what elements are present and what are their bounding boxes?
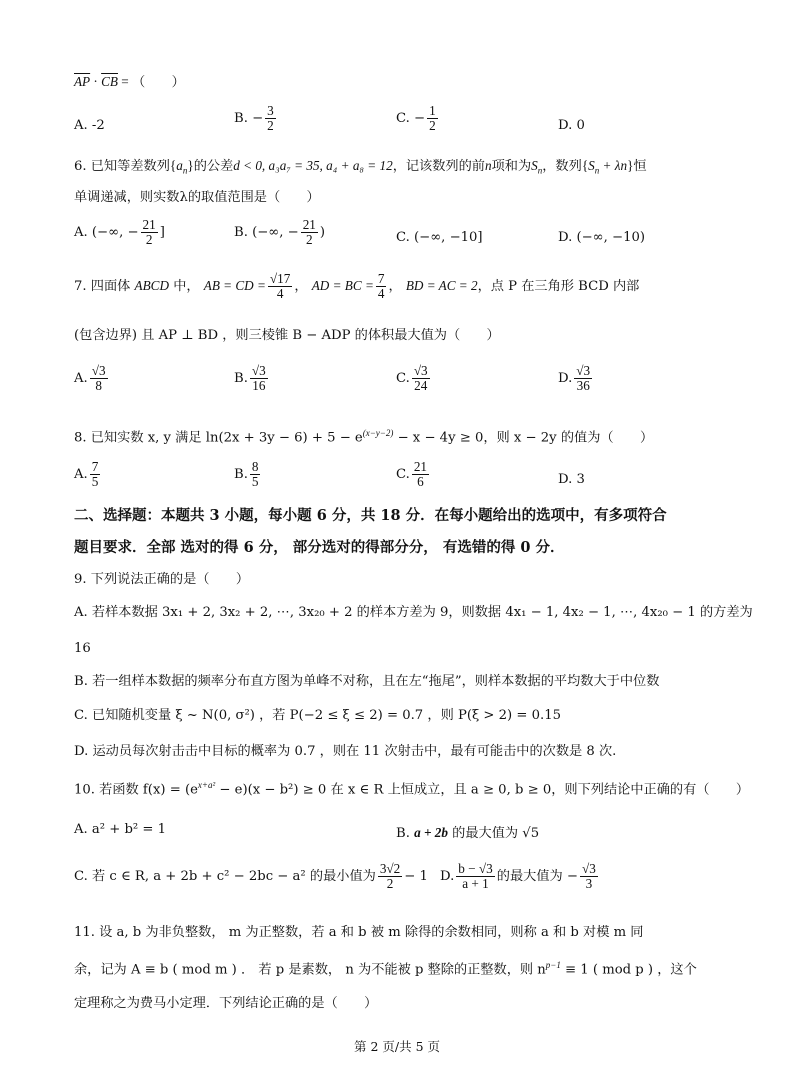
q5-stem-tail: $\overline{AP} \cdot \overline{CB}$ = （ ）	[74, 74, 185, 90]
q7-stem-line1: 7. 四面体 ABCD 中， AB = CD = $\frac{√17}{4}$ ， AD = BC = $\frac{7}{4}$ ， BD = AC = 2，点 P 在三角形 BCD 内部	[74, 271, 640, 301]
q6-option-c: C. (−∞, −10]	[396, 230, 483, 245]
q6-option-a: A. (−∞, − $\frac{21}{2}$ ]	[74, 217, 165, 247]
q7-stem-line2: (包含边界) 且 AP ⊥ BD ，则三棱锥 B − ADP 的体积最大值为（ ）	[74, 328, 500, 343]
q10-option-b: B. a + 2b 的最大值为 √5	[396, 825, 540, 841]
q6-stem-line1: 6. 已知等差数列$\{a_n\}$的公差d < 0, a₃a₇ = 35, a₄ + a₈ = 12，记该数列的前n项和为$S_n$，数列$\{S_n + \lambda n\}$恒	[74, 158, 647, 176]
q10-option-d: D. $\frac{b - √3}{a + 1}$ 的最大值为 − $\frac{√3}{3}$	[440, 861, 596, 891]
q8-stem: 8. 已知实数 x, y 满足 $\ln(2x + 3y - 6) + 5 - e^{(x-y-2)} - x - 4y \ge 0$，则 x − 2y 的值为（ ）	[74, 428, 654, 446]
q8-option-c: C. $\frac{21}{6}$	[396, 459, 427, 489]
q6-stem-line2: 单调递减，则实数λ的取值范围是（ ）	[74, 190, 320, 205]
q6-option-b: B. (−∞, − $\frac{21}{2}$ )	[234, 217, 326, 247]
q8-option-b: B. $\frac{8}{5}$	[234, 459, 259, 489]
q9-option-a-cont: 16	[74, 641, 91, 656]
q5-option-c: C. − $\frac{1}{2}$	[396, 103, 436, 133]
q8-option-a: A. $\frac{7}{5}$	[74, 459, 99, 489]
q7-option-d: D. $\frac{√3}{36}$	[558, 363, 591, 393]
q11-stem-line2: 余，记为 A ≡ b ( mod m ) ． 若 p 是素数， n 为不能被 p 整除的正整数，则 $n^{p-1} \equiv 1$ ( mod p ) ，这个	[74, 960, 697, 978]
q11-stem-line3: 定理称之为费马小定理．下列结论正确的是（ ）	[74, 996, 378, 1011]
q7-option-c: C. $\frac{√3}{24}$	[396, 363, 428, 393]
q9-option-d: D. 运动员每次射击击中目标的概率为 0.7 ，则在 11 次射击中，最有可能击中的次数是 8 次.	[74, 744, 617, 759]
q5-option-a: A. -2	[74, 118, 105, 133]
section2-heading-line2: 题目要求．全部 选对的得 6 分， 部分选对的得部分分， 有选错的得 0 分．	[74, 539, 565, 556]
q7-option-a: A. $\frac{√3}{8}$	[74, 363, 106, 393]
q10-option-a: A. a² + b² = 1	[74, 822, 167, 837]
q6-option-d: D. (−∞, −10)	[558, 230, 646, 245]
section2-heading-line1: 二、选择题：本题共 3 小题，每小题 6 分，共 18 分．在每小题给出的选项中，有多项符合	[74, 507, 667, 524]
q5-option-b: B. − $\frac{3}{2}$	[234, 103, 274, 133]
page-footer: 第 2 页/共 5 页	[353, 1039, 440, 1054]
q10-stem: 10. 若函数 $f(x) = (e^{x+a^2} - e)(x - b^2) \ge 0$ 在 x ∈ R 上恒成立，且 a ≥ 0, b ≥ 0，则下列结论中正确的有（ ）	[74, 780, 750, 798]
q9-option-a: A. 若样本数据 3x₁ + 2, 3x₂ + 2, ⋯, 3x₂₀ + 2 的样本方差为 9，则数据 4x₁ − 1, 4x₂ − 1, ⋯, 4x₂₀ − 1 的方差为	[74, 605, 753, 620]
q9-stem: 9. 下列说法正确的是（ ）	[74, 572, 250, 587]
q10-option-c: C. 若 c ∈ R, a + 2b + c² − 2bc − a² 的最小值为 $\frac{3√2}{2}$ − 1	[74, 861, 428, 891]
q5-option-d: D. 0	[558, 118, 585, 133]
q9-option-b: B. 若一组样本数据的频率分布直方图为单峰不对称，且在左“拖尾”，则样本数据的平均数大于中位数	[74, 674, 660, 689]
q9-option-c: C. 已知随机变量 ξ ~ N(0, σ²) ，若 P(−2 ≤ ξ ≤ 2) = 0.7 ，则 P(ξ > 2) = 0.15	[74, 708, 562, 723]
q7-option-b: B. $\frac{√3}{16}$	[234, 363, 266, 393]
q11-stem-line1: 11. 设 a, b 为非负整数， m 为正整数，若 a 和 b 被 m 除得的余数相同，则称 a 和 b 对模 m 同	[74, 925, 644, 940]
q8-option-d: D. 3	[558, 472, 585, 487]
